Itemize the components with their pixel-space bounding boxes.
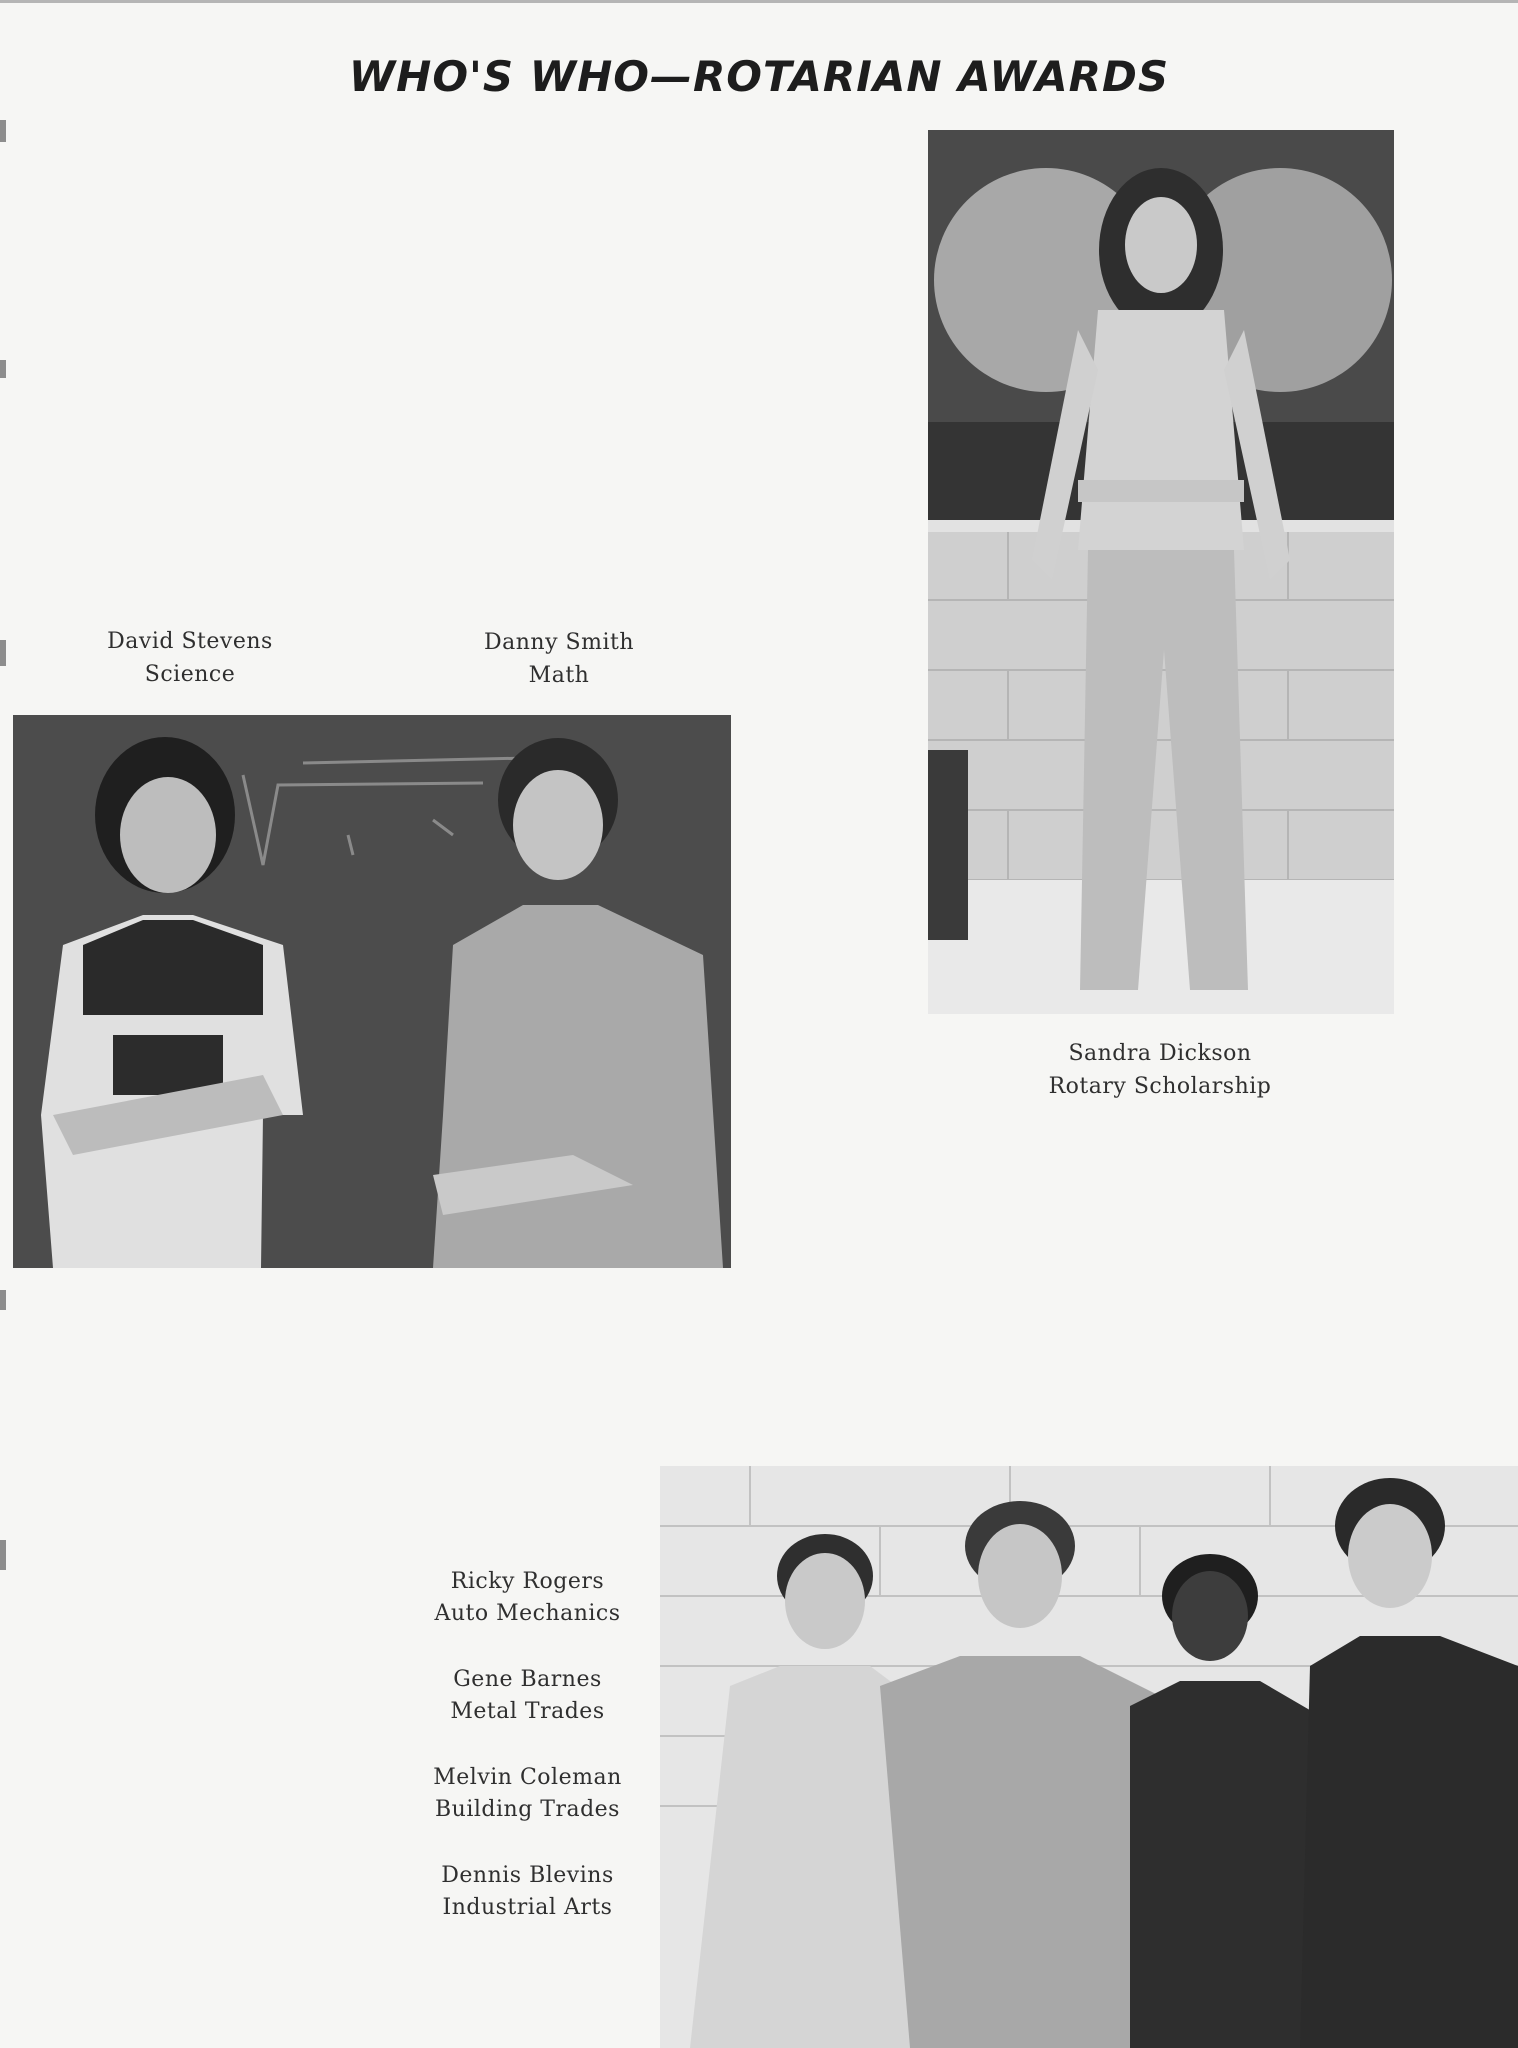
award-title: Math <box>528 663 590 688</box>
vocational-group-photo <box>660 1466 1518 2048</box>
binding-mark <box>0 640 6 666</box>
student-name: Melvin Coleman <box>433 1765 622 1790</box>
award-title: Metal Trades <box>450 1699 605 1724</box>
binding-mark <box>0 1290 6 1310</box>
binding-mark <box>0 360 6 378</box>
stevens-smith-photo <box>13 715 731 1268</box>
award-entry <box>410 1566 645 1630</box>
student-name: Gene Barnes <box>453 1667 602 1692</box>
david-stevens-caption <box>90 625 290 691</box>
binding-mark <box>0 1540 6 1570</box>
award-title: Building Trades <box>435 1797 620 1822</box>
award-title: Auto Mechanics <box>434 1601 621 1626</box>
sandra-dickson-photo <box>928 130 1394 1014</box>
student-name: Dennis Blevins <box>441 1863 614 1888</box>
student-name: David Stevens <box>107 629 273 654</box>
binding-mark <box>0 120 6 142</box>
student-name: Ricky Rogers <box>450 1569 605 1594</box>
award-title: Rotary Scholarship <box>1048 1074 1272 1099</box>
sandra-dickson-caption <box>1010 1037 1310 1103</box>
group-awards-list <box>410 1566 645 1958</box>
danny-smith-caption <box>459 626 659 692</box>
award-entry <box>410 1762 645 1826</box>
student-name: Sandra Dickson <box>1068 1041 1252 1066</box>
student-name: Danny Smith <box>484 630 634 655</box>
award-entry <box>410 1664 645 1728</box>
page-top-edge <box>0 0 1518 3</box>
page-title: WHO'S WHO—ROTARIAN AWARDS <box>348 52 1170 101</box>
award-entry <box>410 1860 645 1924</box>
award-title: Industrial Arts <box>442 1895 613 1920</box>
award-title: Science <box>144 662 236 687</box>
